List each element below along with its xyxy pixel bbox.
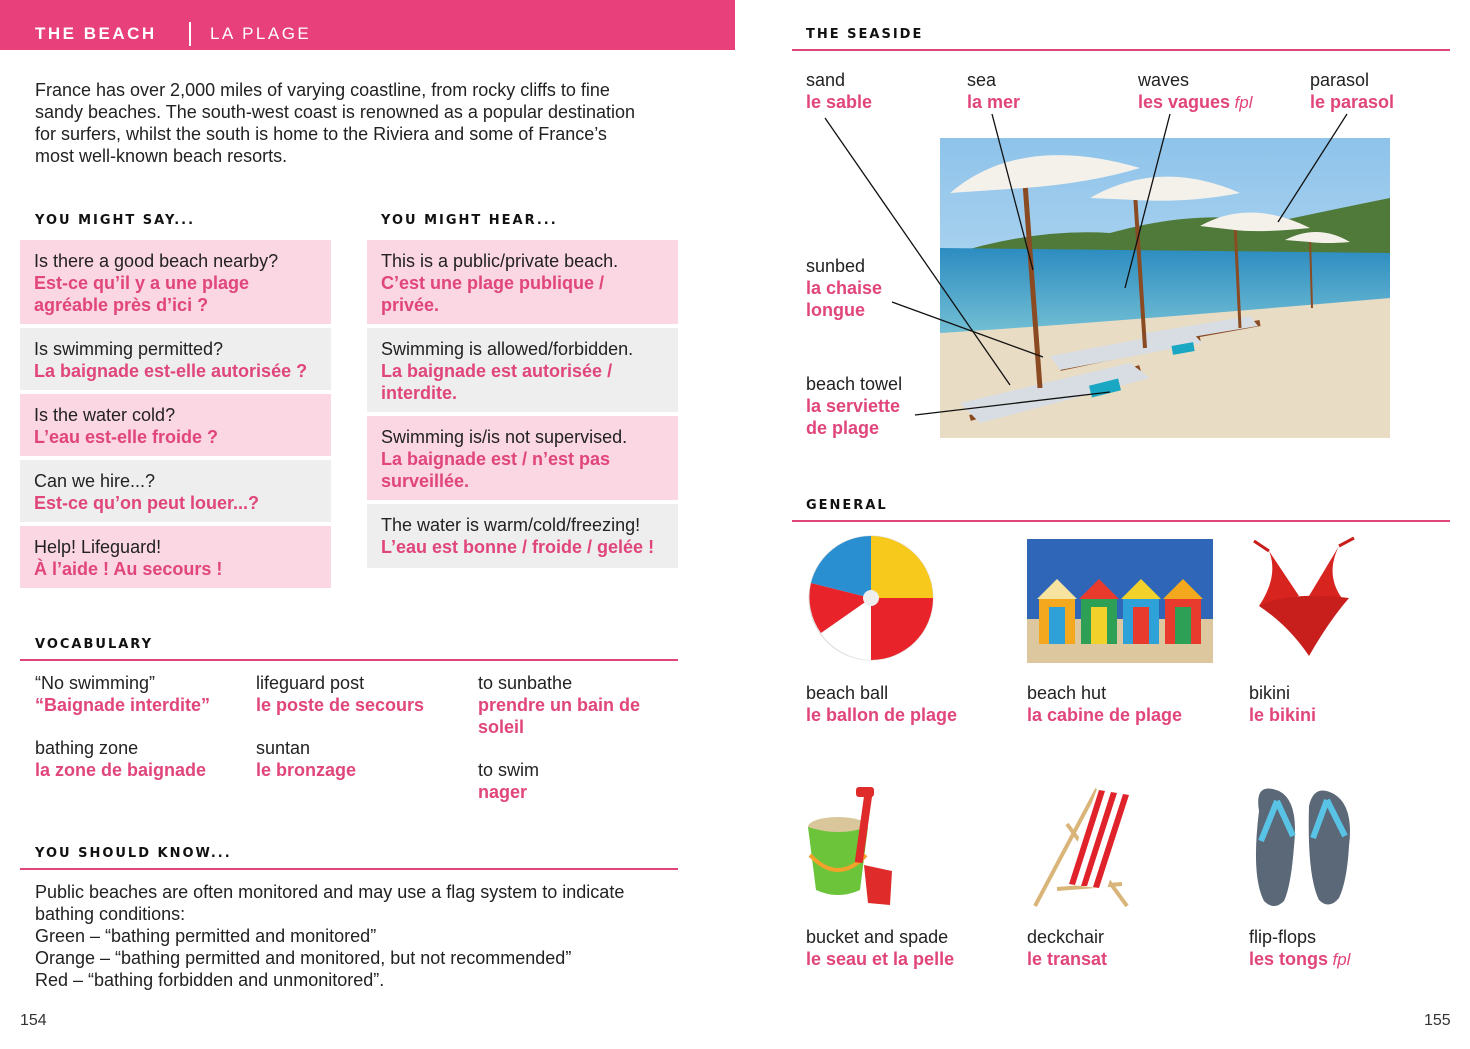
know-title: YOU SHOULD KNOW... (35, 846, 232, 861)
general-title: GENERAL (806, 498, 888, 513)
vocab-item: bathing zone la zone de baignade (35, 738, 207, 780)
vocab-item: to swim nager (478, 760, 540, 802)
beach-ball-icon (806, 533, 936, 663)
general-rule (792, 520, 1450, 522)
seaside-title: THE SEASIDE (806, 27, 924, 42)
hear-item: Swimming is/is not supervised. La baignade est / n’est pas surveillée. (367, 416, 678, 500)
say-item: Is the water cold? L’eau est-elle froide ? (20, 394, 331, 456)
say-item: Is there a good beach nearby? Est-ce qu’il y a une plage agréable près d’ici ? (20, 240, 331, 324)
vocab-item: “No swimming” “Baignade interdite” (35, 673, 211, 715)
say-item: Can we hire...? Est-ce qu’on peut louer...? (20, 460, 331, 522)
flip-flops-icon (1249, 786, 1359, 912)
label-parasol: parasol le parasol (1310, 70, 1395, 112)
deckchair-icon (1027, 784, 1139, 910)
vocab-item: to sunbathe prendre un bain de soleil (478, 673, 641, 737)
say-title: YOU MIGHT SAY... (35, 213, 196, 228)
say-item: Help! Lifeguard! À l’aide ! Au secours ! (20, 526, 331, 588)
bikini-icon (1249, 536, 1361, 664)
page-number-left: 154 (20, 1012, 47, 1029)
general-item-beach-ball: beach ball le ballon de plage (806, 683, 958, 725)
general-item-bucket-spade: bucket and spade le seau et la pelle (806, 927, 955, 969)
know-paragraph: Public beaches are often monitored and may use a flag system to indicate bathing conditions: Green – “bathing permitted and monitored” Orange – “bathing permitted and monitored, but not recommended” Red – “bathing forbidden and unmonitored”. (35, 882, 625, 990)
grammar-tag: fpl (1332, 950, 1351, 969)
bucket-spade-icon (806, 785, 898, 910)
hear-item: The water is warm/cold/freezing! L’eau est bonne / froide / gelée ! (367, 504, 678, 568)
page-subtitle: LA PLAGE (210, 24, 312, 43)
label-sea: sea la mer (967, 70, 1021, 112)
label-sunbed: sunbed la chaise longue (806, 256, 883, 320)
page-title: THE BEACH (35, 24, 157, 43)
vocab-title: VOCABULARY (35, 637, 154, 652)
intro-paragraph: France has over 2,000 miles of varying coastline, from rocky cliffs to fine sandy beaches. The south-west coast is renowned as a popular destination for surfers, whilst the south is home to the Riviera and some of France’s most well-known beach resorts. (35, 80, 636, 166)
vocab-item: suntan le bronzage (256, 738, 357, 780)
label-waves: waves les vagues fpl (1138, 70, 1253, 112)
general-item-flip-flops: flip-flops les tongs fpl (1249, 927, 1351, 969)
general-item-beach-hut: beach hut la cabine de plage (1027, 683, 1183, 725)
general-item-deckchair: deckchair le transat (1027, 927, 1108, 969)
page-number-right: 155 (1424, 1012, 1451, 1029)
label-beach-towel: beach towel la serviette de plage (806, 374, 903, 438)
hear-title: YOU MIGHT HEAR... (381, 213, 558, 228)
general-item-bikini: bikini le bikini (1249, 683, 1317, 725)
hear-item: This is a public/private beach. C’est une plage publique / privée. (367, 240, 678, 324)
hear-item: Swimming is allowed/forbidden. La baignade est autorisée / interdite. (367, 328, 678, 412)
say-item: Is swimming permitted? La baignade est-elle autorisée ? (20, 328, 331, 390)
label-sand: sand le sable (806, 70, 873, 112)
beach-hut-icon (1027, 539, 1213, 663)
vocab-item: lifeguard post le poste de secours (256, 673, 425, 715)
grammar-tag: fpl (1234, 93, 1253, 112)
